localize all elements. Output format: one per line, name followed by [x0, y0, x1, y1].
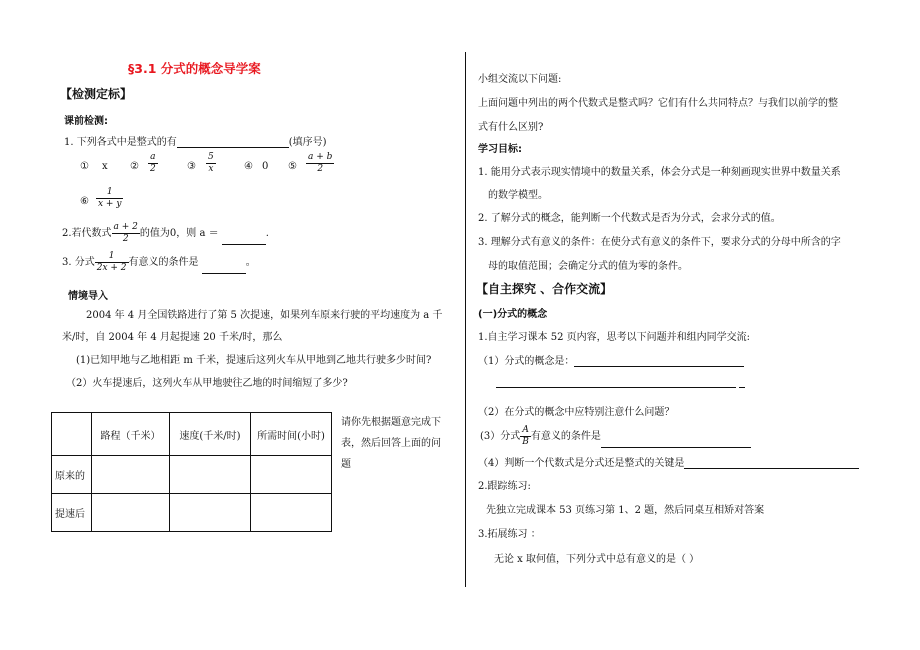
- answer-blank: [177, 136, 289, 148]
- step-1: 1.自主学习课本 52 页内容，思考以下问题并和组内同学交流:: [478, 332, 750, 343]
- answer-blank: [574, 355, 744, 367]
- table-row: [52, 494, 332, 532]
- step-3-text: 无论 x 取何值，下列分式中总有意义的是（ ）: [494, 554, 700, 565]
- table-cell[interactable]: [92, 456, 170, 494]
- table-row: [52, 456, 332, 494]
- table-cell[interactable]: [170, 456, 251, 494]
- step-1-question-4: （4）判断一个代数式是分式还是整式的关键是: [478, 454, 859, 469]
- goal-3-line-2: 母的取值范围；会确定分式的值为零的条件。: [488, 261, 688, 272]
- table-header-cell: 速度(千米/时): [170, 413, 251, 456]
- scenario-paragraph-line-2: 米/时，自 2004 年 4 月起提速 20 千米/时，那么: [62, 332, 283, 343]
- table-header-row: [52, 413, 332, 456]
- table-row-label: 提速后: [52, 494, 92, 532]
- discussion-question-line-1: 上面问题中列出的两个代数式是整式吗？它们有什么共同特点？与我们以前学的整: [478, 98, 838, 109]
- step-2-heading: 2.跟踪练习:: [478, 481, 531, 492]
- answer-blank: [684, 457, 859, 469]
- question-2: 2.若代数式 $\frac{a + 2}{2}$ 的值为0，则 a ＝ .: [62, 222, 269, 244]
- column-divider: [465, 52, 466, 587]
- discussion-intro: 小组交流以下问题:: [478, 74, 562, 85]
- data-table: [51, 412, 332, 532]
- table-cell[interactable]: [170, 494, 251, 532]
- question-3: 3. 分式 $\frac{1}{2x + 2}$ 有意义的条件是 。: [62, 251, 256, 273]
- side-note: 请你先根据题意完成下 表，然后回答上面的问 题: [341, 417, 441, 470]
- table-header-cell: 路程（千米）: [92, 413, 170, 456]
- table-row-label: 原来的: [52, 456, 92, 494]
- table-cell[interactable]: [92, 494, 170, 532]
- goal-3-line-1: 3. 理解分式有意义的条件：在使分式有意义的条件下，要求分式的分母中所含的字: [478, 237, 841, 248]
- goal-1-line-2: 的数学模型。: [488, 190, 548, 201]
- page-title: §3.1 分式的概念导学案: [128, 61, 261, 76]
- answer-blank: [222, 233, 266, 245]
- goal-2: 2. 了解分式的概念，能判断一个代数式是否为分式，会求分式的值。: [478, 213, 781, 224]
- step-1-question-3: (3）分式 $\frac{A}{B}$ 有意义的条件是: [480, 425, 751, 448]
- step-1-question-1-continued: [496, 376, 745, 388]
- section-heading-check: 【检测定标】: [60, 87, 133, 101]
- table-cell[interactable]: [251, 494, 332, 532]
- answer-blank: [202, 262, 246, 274]
- part-1-heading: (一)分式的概念: [478, 309, 548, 320]
- scenario-question-1: (1)已知甲地与乙地相距 m 千米，提速后这列火车从甲地到乙地共行驶多少时间?: [76, 355, 432, 366]
- step-1-question-1: （1）分式的概念是：: [478, 352, 744, 367]
- question-1: 1. 下列各式中是整式的有 (填序号): [64, 137, 327, 148]
- step-2-text: 先独立完成课本 53 页练习第 1、2 题，然后同桌互相矫对答案: [486, 505, 765, 516]
- answer-blank: [496, 376, 736, 388]
- table-header-cell: 所需时间(小时): [251, 413, 332, 456]
- goals-label: 学习目标:: [478, 144, 522, 155]
- discussion-question-line-2: 式有什么区别?: [478, 122, 544, 133]
- scenario-label: 情境导入: [68, 291, 108, 302]
- scenario-paragraph-line-1: 2004 年 4 月全国铁路进行了第 5 次提速，如果列车原来行驶的平均速度为 a 千: [86, 310, 443, 321]
- step-3-heading: 3.拓展练习 ：: [478, 529, 541, 540]
- goal-1-line-1: 1. 能用分式表示现实情境中的数量关系，体会分式是一种刻画现实世界中数量关系: [478, 167, 841, 178]
- scenario-question-2: （2）火车提速后，这列火车从甲地驶往乙地的时间缩短了多少?: [66, 378, 348, 389]
- answer-blank: [739, 376, 745, 388]
- table-cell[interactable]: [251, 456, 332, 494]
- section-heading-explore: 【自主探究 、合作交流】: [476, 282, 613, 296]
- answer-blank: [601, 436, 751, 448]
- pretest-label: 课前检测:: [64, 116, 108, 127]
- step-1-question-2: （2）在分式的概念中应特别注意什么问题？: [478, 407, 675, 418]
